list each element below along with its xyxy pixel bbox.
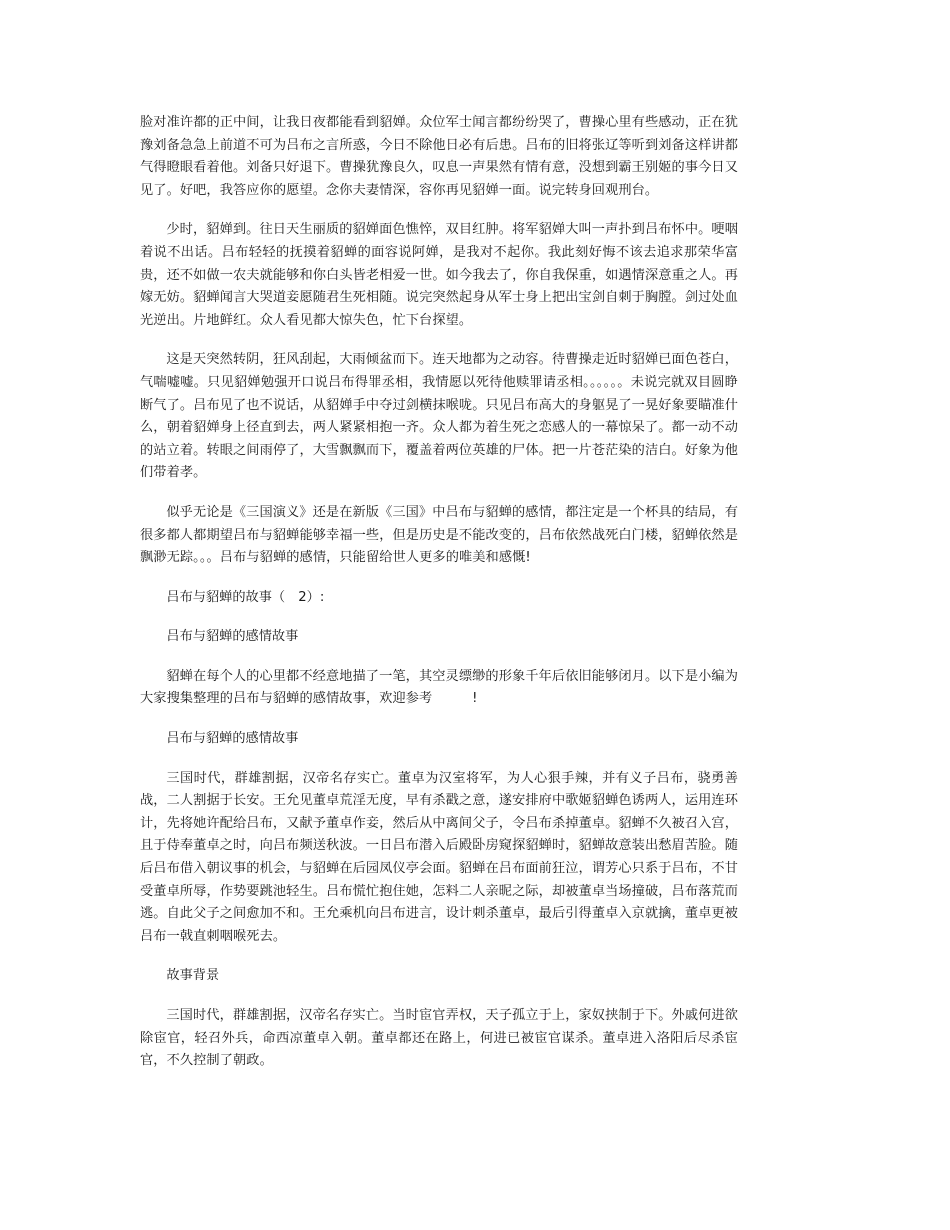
- paragraph-diaochan-arrives: 少时，貂婵到。往日天生丽质的貂婵面色憔悴，双目红肿。将军貂婵大叫一声扑到吕布怀中。哽咽着说不出话。吕布轻轻的抚摸着貂蝉的面容说阿婵，是我对不起你。我此刻好悔不该去追求那荣华富贵，还不如做一农夫就能够和你白头皆老相爱一世。如今我去了，你自我保重，如遇情深意重之人。再嫁无妨。貂蝉闻言大哭道妾愿随君生死相随。说完突然起身从军士身上把出宝剑自刺于胸膛。剑过处血光逆出。片地鲜红。众人看见都大惊失色，忙下台探望。: [140, 222, 738, 328]
- paragraph-conclusion: 似乎无论是《三国演义》还是在新版《三国》中吕布与貂蝉的感情，都注定是一个杯具的结局，有很多都人都期望吕布与貂蝉能够幸福一些，但是历史是不能改变的，吕布依然战死白门楼，貂蝉依然是飘渺无踪。。。吕布与貂蝉的感情，只能留给世人更多的唯美和感慨!: [140, 504, 738, 566]
- document-page: [140, 112, 738, 1090]
- paragraph-intro: 貂蝉在每个人的心里都不经意地描了一笔，其空灵缥缈的形象千年后依旧能够闭月。以下是小编为大家搜集整理的吕布与貂蝉的感情故事，欢迎参考 !: [140, 668, 738, 707]
- section-heading-background: 故事背景: [166, 968, 220, 984]
- section-heading-love-story-2: 吕布与貂蝉的感情故事: [166, 731, 299, 747]
- paragraph-execution-plea: 脸对准许都的正中间，让我日夜都能看到貂婵。众位军士闻言都纷纷哭了，曹操心里有些感动，正在犹豫刘备急急上前道不可为吕布之言所惑，今日不除他日必有后患。吕布的旧将张辽等听到刘备这样讲都气得瞪眼看着他。刘备只好退下。曹操犹豫良久，叹息一声果然有情有意，没想到霸王别姬的事今日又见了。好吧，我答应你的愿望。念你夫妻情深，容你再见貂婵一面。说完转身回观刑台。: [140, 115, 738, 198]
- paragraph-storm-and-death: 这是天突然转阴，狂风刮起，大雨倾盆而下。连天地都为之动容。待曹操走近时貂婵已面色苍白，气喘嘘嘘。只见貂婵勉强开口说吕布得罪丞相，我情愿以死待他赎罪请丞相。。。。。。未说完就双目圆睁断气了。吕布见了也不说话，从貂婵手中夺过剑横抹喉咙。只见吕布高大的身躯晃了一晃好象要瞄准什么，朝着貂婵身上径直到去，两人紧紧相抱一齐。众人都为着生死之恋感人的一幕惊呆了。都一动不动的站立着。转眼之间雨停了，大雪飘飘而下，覆盖着两位英雄的尸体。把一片苍茫染的洁白。好象为他们带着孝。: [140, 352, 738, 481]
- paragraph-three-kingdoms-plot: 三国时代，群雄割据，汉帝名存实亡。董卓为汉室将军，为人心狠手辣，并有义子吕布，骁勇善战，二人割据于长安。王允见董卓荒淫无度，早有杀戳之意，遂安排府中歌姬貂蝉色诱两人，运用连环计，先将她许配给吕布，又献予董卓作妾，然后从中离间父子，令吕布杀掉董卓。貂蝉不久被召入宫，且于侍奉董卓之时，向吕布频送秋波。一日吕布潜入后殿卧房窥探貂蝉时，貂蝉故意装出愁眉苦脸。随后吕布借入朝议事的机会，与貂蝉在后园凤仪亭会面。貂蝉在吕布面前狂泣，谓芳心只系于吕布，不甘受董卓所辱，作势要跳池轻生。吕布慌忙抱住她，怎料二人亲昵之际，却被董卓当场撞破，吕布落荒而逃。自此父子之间愈加不和。王允乘机向吕布进言，设计刺杀董卓，最后引得董卓入京就擒，董卓更被吕布一戟直刺咽喉死去。: [140, 770, 738, 944]
- paragraph-background: 三国时代，群雄割据，汉帝名存实亡。当时宦官弄权，天子孤立于上，家奴挟制于下。外戚何进欲除宦官，轻召外兵，命西凉董卓入朝。董卓都还在路上，何进已被宦官谋杀。董卓进入洛阳后尽杀宦官，不久控制了朝政。: [140, 1008, 738, 1069]
- section-heading-story-2: 吕布与貂蝉的故事（ 2）:: [166, 589, 325, 605]
- section-heading-love-story: 吕布与貂蝉的感情故事: [166, 629, 299, 645]
